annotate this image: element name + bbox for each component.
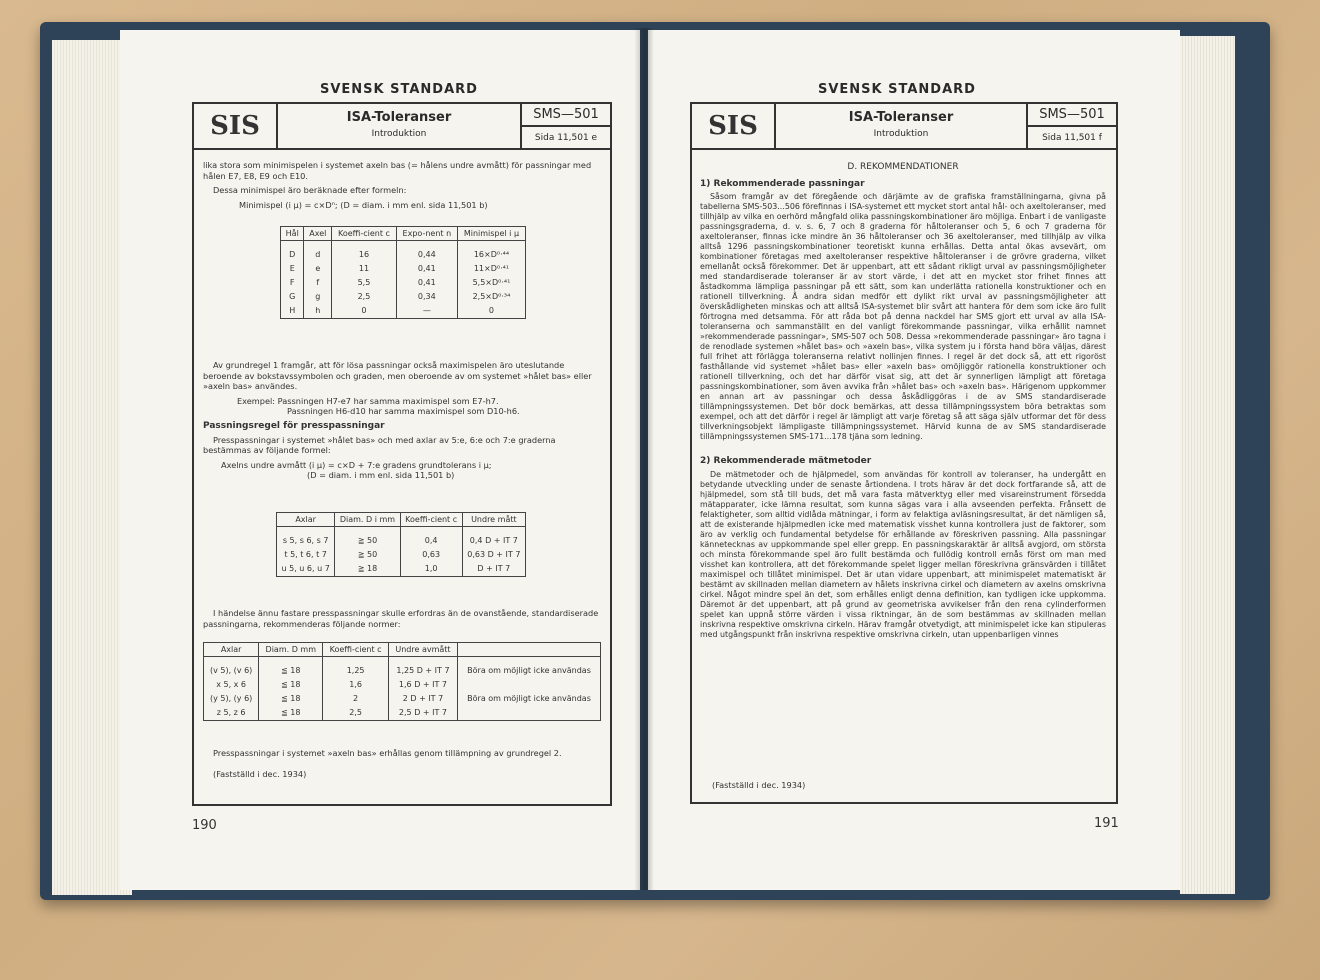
table-cell: 1,25 [323,657,389,679]
table-header [458,643,601,657]
page-edges-right [1180,36,1235,894]
right-sms-cell [1028,104,1116,148]
left-example1: Exempel: Passningen H7-e7 har samma maximispel som E7-h7. [237,395,499,406]
table-row [281,262,526,276]
table-cell: (v 5), (v 6) [204,657,259,679]
table-header: Axlar [204,643,259,657]
left-formula2b: (D = diam. i mm enl. sida 11,501 b) [307,470,455,481]
right-heading-2: 2) Rekommenderade mätmetoder [700,456,872,467]
right-sms-number: SMS—501 [1028,104,1116,127]
table-cell: ≦ 18 [259,657,323,679]
left-page-number: 190 [192,818,217,833]
table-cell: ≧ 50 [335,548,400,562]
table-cell: ≦ 18 [259,706,323,721]
table-cell: x 5, x 6 [204,678,259,692]
table-cell: 0,63 [400,548,462,562]
table-cell: 1,25 D + IT 7 [388,657,457,679]
table-row [281,276,526,290]
right-heading-1: 1) Rekommenderade passningar [700,178,865,189]
right-title-cell [776,104,1028,148]
table-cell: G [281,290,304,304]
table-cell: 0 [457,304,525,319]
left-standard-heading: SVENSK STANDARD [320,82,478,97]
table-cell: 0,44 [396,241,457,263]
table-cell: g [304,290,332,304]
table-header: Koeffi-cient c [400,513,462,527]
left-sms-cell [522,104,610,148]
table-cell: 2,5 [323,706,389,721]
table-cell: s 5, s 6, s 7 [277,527,335,549]
table-cell: z 5, z 6 [204,706,259,721]
table-cell: ≧ 18 [335,562,400,577]
table-fastare-presspassningar [203,642,601,721]
table-cell: 2,5×D⁰·³⁴ [457,290,525,304]
table-header: Expo-nent n [396,227,457,241]
left-formula: Minimispel (i µ) = c×Dⁿ; (D = diam. i mm enl. sida 11,501 b) [239,199,488,210]
table-cell: D [281,241,304,263]
table-row [204,657,601,679]
table-cell: 0 [332,304,397,319]
table-cell: 0,4 D + IT 7 [462,527,525,549]
table-cell: 0,41 [396,276,457,290]
table-cell: 2 [323,692,389,706]
left-body-3 [203,608,603,633]
table-cell: F [281,276,304,290]
table-cell: ≦ 18 [259,678,323,692]
table-cell: Böra om möjligt icke användas [458,657,601,679]
left-formula2a: Axelns undre avmått (i µ) = c×D + 7:e gradens grundtolerans i µ; [221,459,492,470]
sis-logo: SIS [692,104,776,148]
left-title: ISA-Toleranser [346,110,452,125]
table-cell: ≧ 50 [335,527,400,549]
left-para3: Presspassningar i systemet »hålet bas» och med axlar av 5:e, 6:e och 7:e graderna bestämmas av följande formel: [203,434,556,456]
left-sms-number: SMS—501 [522,104,610,127]
right-footer: (Fastställd i dec. 1934) [712,780,806,790]
right-standard-heading: SVENSK STANDARD [818,82,976,97]
left-footer: (Fastställd i dec. 1934) [213,768,307,779]
table-cell: 0,34 [396,290,457,304]
table-row [277,548,526,562]
table-cell: (y 5), (y 6) [204,692,259,706]
table-row [204,706,601,721]
table-header: Minimispel i µ [457,227,525,241]
right-page-ref: Sida 11,501 f [1042,132,1102,143]
right-header [692,104,1116,150]
table-header: Diam. D i mm [335,513,400,527]
left-para2: Av grundregel 1 framgår, att för lösa passningar också maximispelen äro uteslutande beroende av bokstavssymbolen och graden, men oberoende av om systemet »hålet bas» eller »axeln bas» användes. [203,360,592,392]
table-row [281,304,526,319]
table-row [204,678,601,692]
table-cell: ≦ 18 [259,692,323,706]
table-cell: 11×D⁰·⁴¹ [457,262,525,276]
table-cell: 0,41 [396,262,457,276]
table-cell: t 5, t 6, t 7 [277,548,335,562]
sis-logo: SIS [194,104,278,148]
table-cell: e [304,262,332,276]
right-para-2: De mätmetoder och de hjälpmedel, som användas för kontroll av toleranser, ha undergått en betydande utveckling under de senaste årtiondena. I trots härav är det dock fortfarande så, att de hjälpmedel, som stå till buds, det må vara fasta mätverktyg eller med visareinstrument försedda mätapparater, icke lämna resultat, som kunna sägas vara i alla avseenden perfekta. Frånsett de felaktigheter, som alltid vidlåda mätningar, i form av felaktiga avläsningsresultat, är det nämligen så, att de existerande hjälpmedlen icke med matematisk visshet kunna kontrollera just de faktorer, som äro av verklig och fundamental betydelse för erhållande av föreskriven passning. Alla passningar kännetecknas av uppkommande spel eller grepp. En passningskaraktär är alltså avgjord, om största och minsta förekommande spel äro fullt bestämda och fullödig kontroll ernås först om man med visshet kan kontrollera, att det förekommande spelet ligger mellan föreskrivna gränsvärden i tillåtet maximispel och tillåtet minimispel. Det är utan vidare uppenbart, att minimispelet matematiskt är bestämt av skillnaden mellan diametern av hålets inskrivna cirkel och diametern av axelns omskrivna cirkel. Något mindre spel än det, som erhålles enligt denna definition, kan tydligen icke uppkomma. Däremot är det uppenbart, att på grund av geometriska avvikelser från den rena cylinderformen spelet kan uppnå större värden i vissa riktningar, än de som bestämmas av skillnaden mellan inskrivna respektive omskrivna cirkeln. Härav framgår otvetydigt, att minimispelet icke kan stipuleras med utgångspunkt från inskrivna respektive omskrivna cirkeln, utan uppenbarligen vinnes [700,469,1106,639]
table-header: Axel [304,227,332,241]
table-row [281,290,526,304]
table-header: Undre mått [462,513,525,527]
right-title: ISA-Toleranser [848,110,954,125]
table-cell: 0,4 [400,527,462,549]
right-page-number: 191 [1094,816,1119,831]
left-heading-presspassningar: Passningsregel för presspassningar [203,420,385,431]
table-cell: 5,5 [332,276,397,290]
table-cell: Böra om möjligt icke användas [458,692,601,706]
right-para-1: Såsom framgår av det föregående och därjämte av de grafiska framställningarna, givna på tabellerna SMS-503...506 förefinnas i ISA-systemet ett mycket stort antal hål- och axeltoleranser, med tillhjälp av vilka en oerhörd mångfald olika passningskombinationer äro möjliga. Enbart i de vanligaste passningsgraderna, d. v. s. 6, 7 och 8 graderna för håltoleranser och 5, 6 och 7 graderna för axeltoleranser, finnas icke mindre än 36 håltoleranser och 36 axeltoleranser, med tillhjälp av vilka alltså 1296 passningskombinationer teoretiskt kunna erhållas. Detta antal ökas avsevärt, om kombinationer företagas med axeltoleranser respektive håltoleranser i de grövre graderna, vilket emellanåt också förekommer. Det är uppenbart, att ett sådant rikligt urval av passningsmöjligheter med standardiserade toleranser är av stort värde, i det att en mycket stor frihet finnes att åstadkomma lämpliga passningar på ett sätt, som kan underlätta rationella konstruktioner och en rationell tillverkning. Å andra sidan medför ett dylikt rikt urval av passningsmöjligheter att överskådligheten minskas och att alltså ISA-systemet blir svårt att hantera för dem som icke äro fullt förtrogna med detsamma. För att råda bot på denna nackdel har SMS gjort ett urval av alla ISA-toleranserna och sammanställt en del vanligt förekommande passningar, vilka erhållit namnet »rekommenderade passningar», SMS-507 och 508. Dessa »rekommenderade passningar» äro tagna i de renodlade systemen »hålet bas» och »axeln bas», vilka system ju i första hand böra väljas, därest full frihet att förlägga toleranserna relativt nollinjen finnes. I regel är det dock så, att ett rigoröst fasthållande vid systemet »hålet bas» eller »axeln bas» omöjliggör rationella konstruktioner och rationell tillverkning, och det har därför visat sig, att det är synnerligen lämpligt att företaga passningskombinationer, som även avvika från »hålet bas» och »axeln bas». Härigenom uppkommer en annan art av passningar och dessa åskådliggöras i de av SMS standardiserade tillämpningssystemen. Det bör dock bemärkas, att dessa tillämpningssystem böra betraktas som exempel, och att det därför i regel är lämpligt att varje företag så att säga själv utformar det för dess tillverkningsobjekt lämpligaste tillämpningssystemet. Härvid kunna de av SMS standardiserade tillämpningssystemen SMS-171...178 tjäna som ledning. [700,192,1106,442]
table-cell: 5,5×D⁰·⁴¹ [457,276,525,290]
table-header: Koeffi-cient c [323,643,389,657]
right-subtitle: Introduktion [873,129,929,139]
table-header: Hål [281,227,304,241]
table-header: Diam. D mm [259,643,323,657]
table-cell [458,678,601,692]
left-para4: I händelse ännu fastare presspassningar skulle erfordras än de ovanstående, standardiserade passningarna, rekommenderas följande normer: [203,608,599,629]
table-header: Axlar [277,513,335,527]
table-cell: H [281,304,304,319]
left-example2: Passningen H6-d10 har samma maximispel som D10-h6. [287,406,520,417]
table-row [281,241,526,263]
table-presspassningar [276,512,526,577]
left-body-2 [203,360,603,485]
left-page-ref: Sida 11,501 e [534,132,598,143]
left-body [203,160,603,214]
table-cell: 16×D⁰·⁴⁴ [457,241,525,263]
table-cell: 16 [332,241,397,263]
left-title-cell [278,104,522,148]
table-cell: E [281,262,304,276]
left-intro: lika stora som minimispelen i systemet axeln bas (= hålens undre avmått) för passningar med hålen E7, E8, E9 och E10. [203,160,592,181]
table-cell: D + IT 7 [462,562,525,577]
table-cell [458,706,601,721]
table-cell: f [304,276,332,290]
left-body-4 [203,748,603,783]
table-cell: 2 D + IT 7 [388,692,457,706]
table-row [277,562,526,577]
table-cell: h [304,304,332,319]
table-cell: — [396,304,457,319]
table-cell: d [304,241,332,263]
left-para5: Presspassningar i systemet »axeln bas» erhållas genom tillämpning av grundregel 2. [213,748,562,758]
right-section-heading: D. REKOMMENDATIONER [847,162,959,172]
table-cell: u 5, u 6, u 7 [277,562,335,577]
left-header [194,104,610,150]
table-cell: 0,63 D + IT 7 [462,548,525,562]
right-body [700,162,1106,644]
table-minimispel [280,226,526,319]
table-header: Koeffi-cient c [332,227,397,241]
left-subtitle: Introduktion [371,129,427,139]
table-row [277,527,526,549]
table-cell: 2,5 [332,290,397,304]
table-cell: 1,6 [323,678,389,692]
table-cell: 2,5 D + IT 7 [388,706,457,721]
table-header: Undre avmått [388,643,457,657]
table-row [204,692,601,706]
book-gutter [634,28,654,890]
table-cell: 1,6 D + IT 7 [388,678,457,692]
table-cell: 11 [332,262,397,276]
left-formula-intro: Dessa minimispel äro beräknade efter formeln: [213,185,407,196]
table-cell: 1,0 [400,562,462,577]
